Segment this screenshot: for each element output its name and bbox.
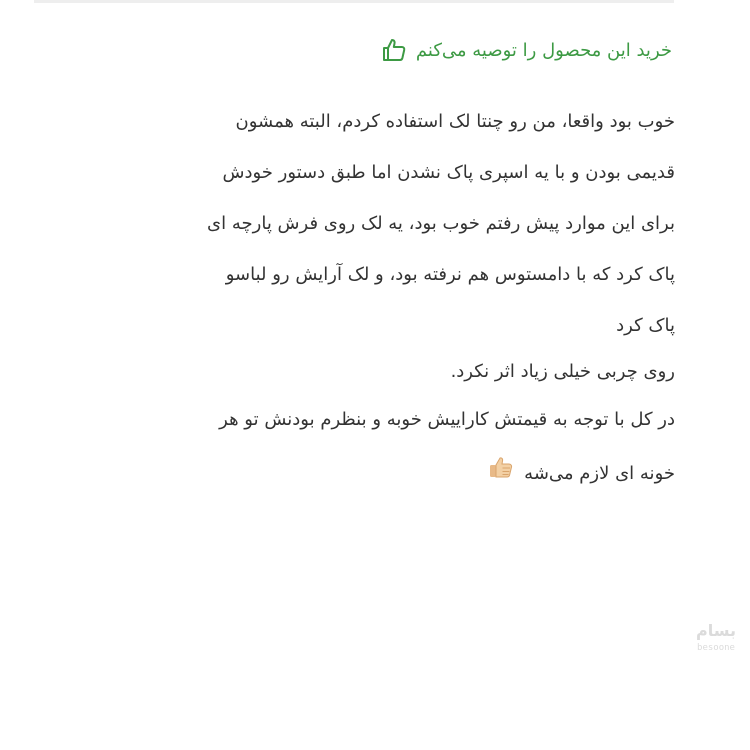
watermark-bottom-text: besoone — [697, 643, 735, 653]
review-paragraph-3-end — [75, 447, 675, 501]
review-paragraph-1 — [75, 96, 675, 351]
watermark-logo — [686, 620, 746, 664]
review-line: قدیمی بودن و با یه اسپری پاک نشدن اما طبق دستور خودش — [222, 162, 675, 183]
review-paragraph-3: در کل با توجه به قیمتش کاراییش خوبه و بنظرم بودنش تو هر — [219, 409, 675, 430]
recommendation-label: خرید این محصول را توصیه می‌کنم — [415, 39, 672, 61]
review-paragraph-2: روی چربی خیلی زیاد اثر نکرد. — [450, 361, 675, 382]
review-line: خوب بود واقعا، من رو چنتا لک استفاده کردم، البته همشون — [235, 111, 675, 132]
watermark-top-text: بسام — [695, 621, 737, 640]
thumbs-up-emoji-icon — [488, 447, 514, 501]
review-last-line-text: خونه ای لازم می‌شه — [524, 463, 675, 484]
review-line: پاک کرد که با دامستوس هم نرفته بود، و لک آرایش رو لباسو — [225, 264, 675, 285]
review-line: پاک کرد — [616, 315, 675, 336]
top-divider — [34, 0, 674, 3]
recommendation-row — [380, 30, 672, 70]
review-body — [75, 96, 675, 501]
review-line: برای این موارد پیش رفتم خوب بود، یه لک روی فرش پارچه ای — [207, 213, 675, 234]
thumbs-up-icon — [380, 36, 408, 64]
